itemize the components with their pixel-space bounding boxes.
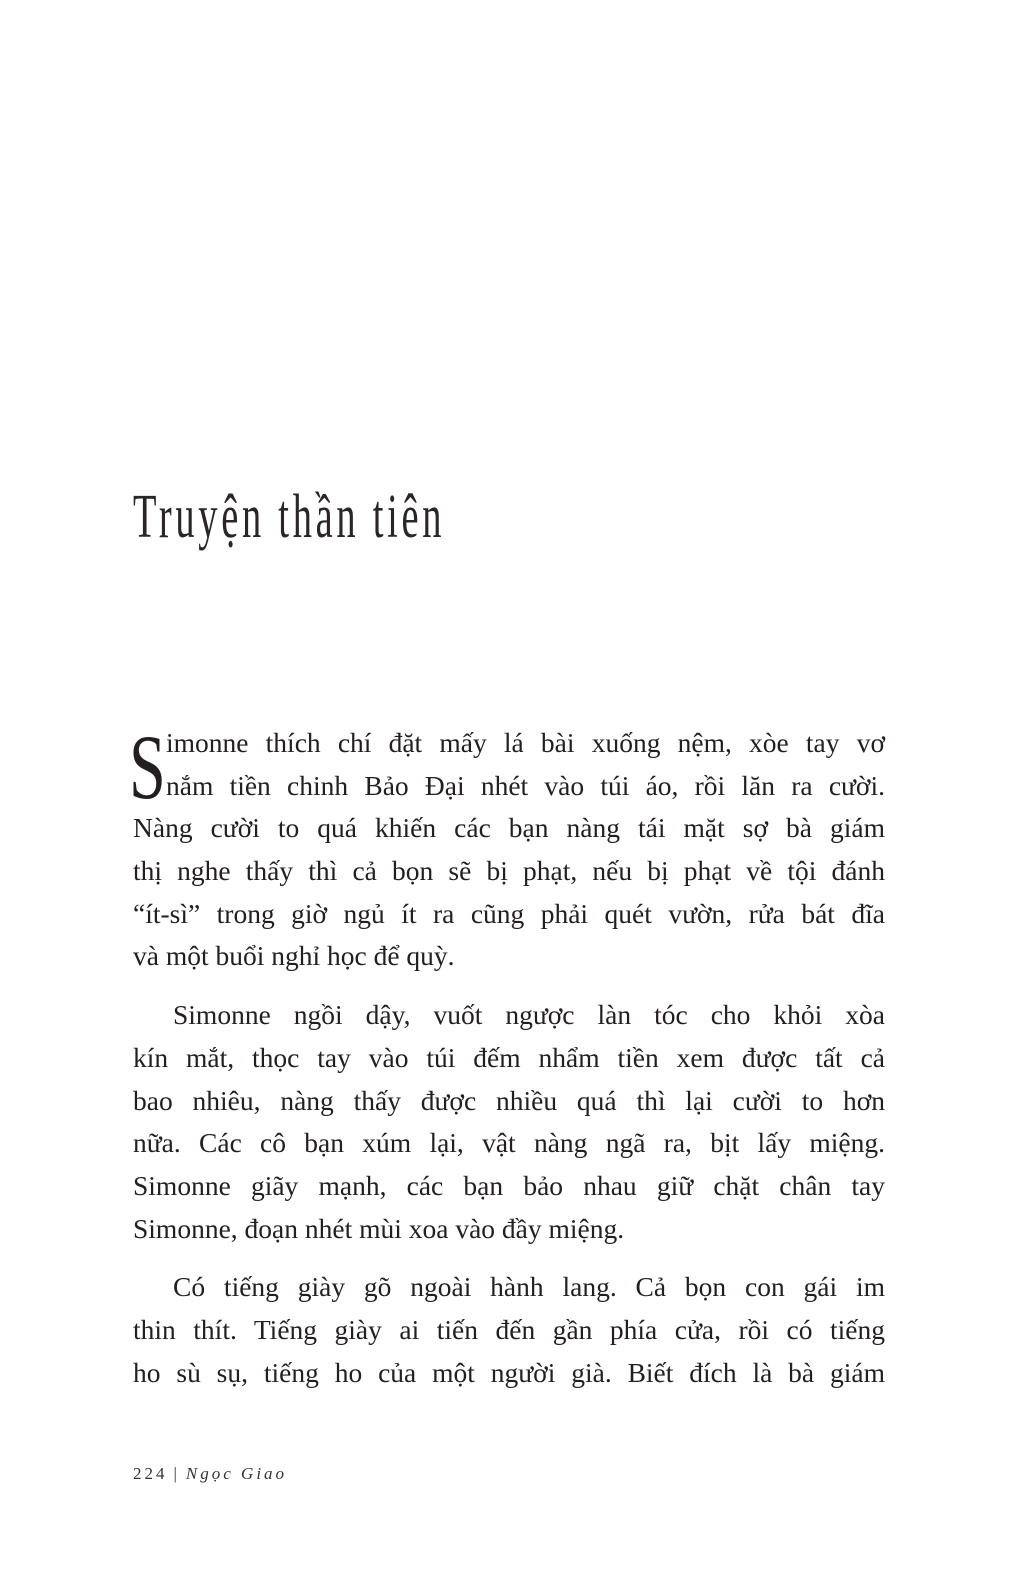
- text-line: và một buổi nghỉ học để quỳ.: [133, 940, 455, 972]
- text-line: Simonne, đoạn nhét mùi xoa vào đầy miệng.: [133, 1212, 625, 1244]
- paragraph: [133, 994, 885, 1250]
- text-line: bao nhiêu, nàng thấy được nhiều quá thì lại cười to hơn: [133, 1084, 885, 1116]
- text-line: Simonne ngồi dậy, vuốt ngược làn tóc cho khỏi xòa: [173, 999, 885, 1031]
- text-line: “ít-sì” trong giờ ngủ ít ra cũng phải quét vườn, rửa bát đĩa: [133, 897, 885, 929]
- paragraph: [133, 1266, 885, 1394]
- text-line: nữa. Các cô bạn xúm lại, vật nàng ngã ra, bịt lấy miệng.: [133, 1127, 885, 1159]
- text-line: Simonne giãy mạnh, các bạn bảo nhau giữ chặt chân tay: [133, 1169, 885, 1201]
- drop-cap: S: [129, 716, 166, 818]
- text-line: thin thít. Tiếng giày ai tiến đến gần phía cửa, rồi có tiếng: [133, 1313, 885, 1345]
- text-line: Nàng cười to quá khiến các bạn nàng tái mặt sợ bà giám: [133, 812, 885, 844]
- chapter-title: Truyện thần tiên: [133, 482, 446, 551]
- page-number: 224: [133, 1464, 168, 1483]
- page-footer: [133, 1464, 287, 1484]
- text-line: nắm tiền chinh Bảo Đại nhét vào túi áo, rồi lăn ra cười.: [166, 769, 885, 801]
- text-line: thị nghe thấy thì cả bọn sẽ bị phạt, nếu bị phạt về tội đánh: [133, 855, 885, 887]
- body-text: [129, 716, 885, 1394]
- text-line: Có tiếng giày gõ ngoài hành lang. Cả bọn con gái im: [173, 1271, 885, 1303]
- text-line: ho sù sụ, tiếng ho của một người già. Biết đích là bà giám: [133, 1356, 885, 1388]
- paragraph: [129, 716, 885, 978]
- text-line: imonne thích chí đặt mấy lá bài xuống nệm, xòe tay vơ: [166, 727, 885, 758]
- text-line: kín mắt, thọc tay vào túi đếm nhẩm tiền xem được tất cả: [133, 1041, 885, 1073]
- author-name: Ngọc Giao: [185, 1464, 288, 1483]
- footer-separator: |: [173, 1464, 180, 1483]
